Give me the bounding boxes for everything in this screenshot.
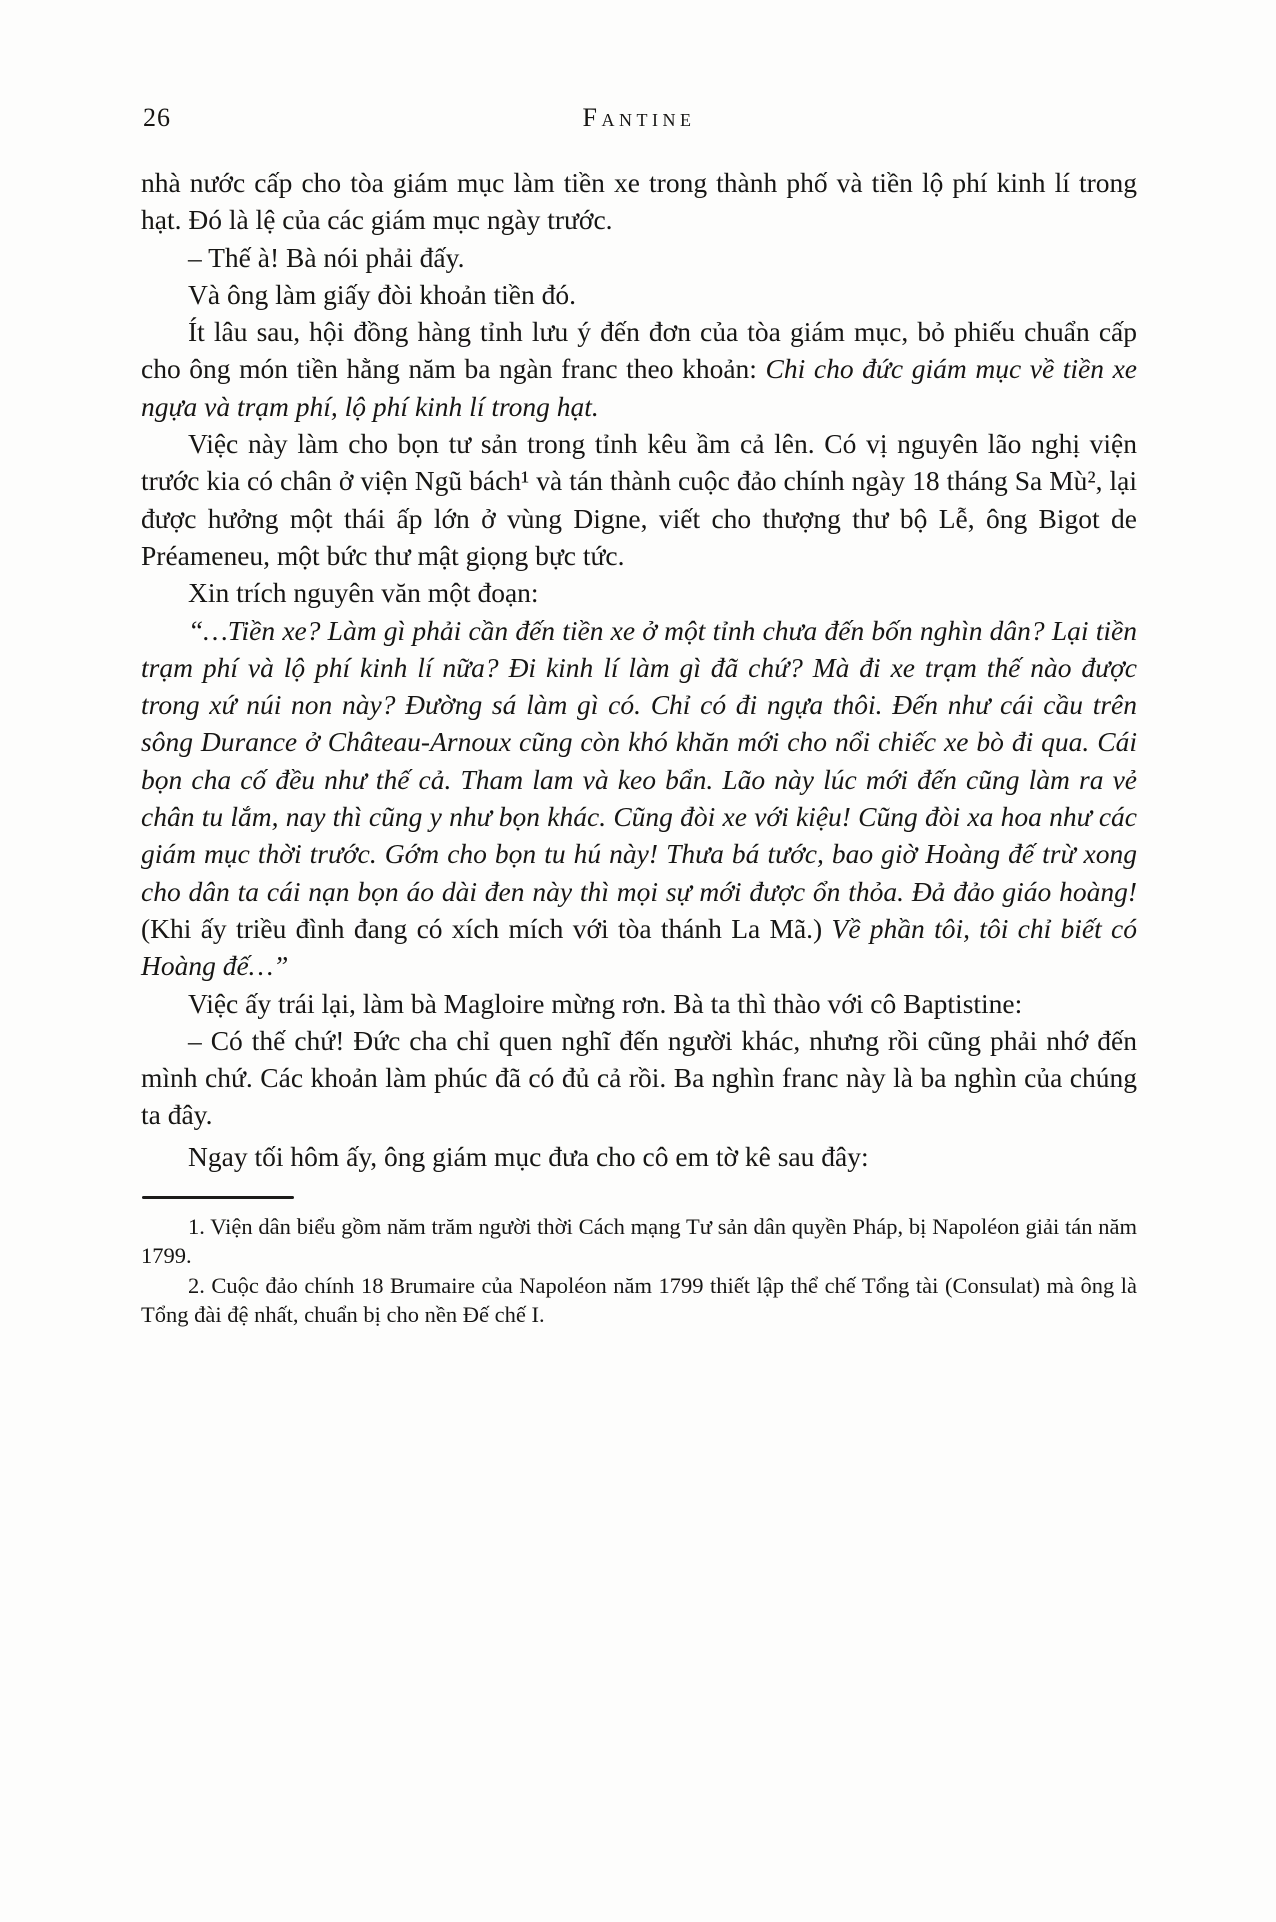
- italic-text-run: Về phần tôi, tôi chỉ biết có Hoàng đế…”: [141, 912, 1137, 982]
- paragraph: [141, 985, 1137, 1022]
- paragraph: [141, 313, 1137, 425]
- text-run: Việc ấy trái lại, làm bà Magloire mừng rơn. Bà ta thì thào với cô Baptistine:: [188, 987, 1023, 1019]
- footnote: [141, 1271, 1137, 1330]
- paragraph: [141, 276, 1137, 313]
- footnote: [141, 1212, 1137, 1271]
- paragraph-continuation: [141, 164, 1137, 239]
- text-run: Ít lâu sau, hội đồng hàng tỉnh lưu ý đến đơn của tòa giám mục, bỏ phiếu chuẩn cấp cho ông món tiền hằng năm ba ngàn franc theo khoản:: [141, 316, 1137, 385]
- paragraph: [141, 574, 1137, 611]
- text-run: 1. Viện dân biểu gồm năm trăm người thời Cách mạng Tư sản dân quyền Pháp, bị Napoléon giải tán năm 1799.: [141, 1213, 1137, 1269]
- page-content: [141, 101, 1137, 1330]
- footnote-separator: [142, 1196, 294, 1199]
- italic-text-run: Chi cho đức giám mục về tiền xe ngựa và trạm phí, lộ phí kinh lí trong hạt.: [141, 353, 1137, 422]
- page-header: [141, 101, 1137, 137]
- text-run: Ngay tối hôm ấy, ông giám mục đưa cho cô em tờ kê sau đây:: [188, 1140, 869, 1172]
- dialogue-line: [141, 239, 1137, 276]
- paragraph: [141, 1138, 1137, 1175]
- text-run: 2. Cuộc đảo chính 18 Brumaire của Napoléon năm 1799 thiết lập thể chế Tổng tài (Consulat) mà ông là Tổng đài đệ nhất, chuẩn bị cho nền Đế chế I.: [141, 1272, 1137, 1328]
- text-run: Xin trích nguyên văn một đoạn:: [188, 577, 539, 609]
- page-number: 26: [143, 103, 171, 132]
- footnotes-list: [141, 1212, 1137, 1330]
- text-run: (Khi ấy triều đình đang có xích mích với tòa thánh La Mã.): [141, 912, 832, 944]
- dialogue-line: [141, 1022, 1137, 1134]
- body-text: [141, 164, 1137, 1175]
- text-run: Việc này làm cho bọn tư sản trong tỉnh kêu ầm cả lên. Có vị nguyên lão nghị viện trước kia có chân ở viện Ngũ bách¹ và tán thành cuộc đảo chính ngày 18 tháng Sa Mù², lại được hưởng một thái ấp lớn ở vùng Digne, viết cho thượng thư bộ Lễ, ông Bigot de Préameneu, một bức thư mật giọng bực tức.: [141, 428, 1137, 571]
- running-title: Fantine: [582, 103, 696, 132]
- text-run: – Thế à! Bà nói phải đấy.: [188, 241, 465, 273]
- italic-text-run: “…Tiền xe? Làm gì phải cần đến tiền xe ở một tỉnh chưa đến bốn nghìn dân? Lại tiền trạm phí và lộ phí kinh lí nữa? Đi kinh lí làm gì đã chứ? Mà đi xe trạm thế nào được trong xứ núi non này? Đường sá làm gì có. Chỉ có đi ngựa thôi. Đến như cái cầu trên sông Durance ở Château-Arnoux cũng còn khó khăn mới cho nổi chiếc xe bò đi qua. Cái bọn cha cố đều như thế cả. Tham lam và keo bẩn. Lão này lúc mới đến cũng làm ra vẻ chân tu lắm, nay thì cũng y như bọn khác. Cũng đòi xe với kiệu! Cũng đòi xa hoa như các giám mục thời trước. Gớm cho bọn tu hú này! Thưa bá tước, bao giờ Hoàng đế trừ xong cho dân ta cái nạn bọn áo dài đen này thì mọi sự mới được ổn thỏa. Đả đảo giáo hoàng!: [141, 614, 1137, 907]
- quoted-letter-paragraph: [141, 612, 1137, 985]
- text-run: Và ông làm giấy đòi khoản tiền đó.: [188, 278, 576, 310]
- text-run: nhà nước cấp cho tòa giám mục làm tiền xe trong thành phố và tiền lộ phí kinh lí trong hạt. Đó là lệ của các giám mục ngày trước.: [141, 167, 1137, 236]
- paragraph: [141, 425, 1137, 574]
- text-run: – Có thế chứ! Đức cha chỉ quen nghĩ đến người khác, nhưng rồi cũng phải nhớ đến mình chứ. Các khoản làm phúc đã có đủ cả rồi. Ba nghìn franc này là ba nghìn của chúng ta đây.: [141, 1024, 1137, 1131]
